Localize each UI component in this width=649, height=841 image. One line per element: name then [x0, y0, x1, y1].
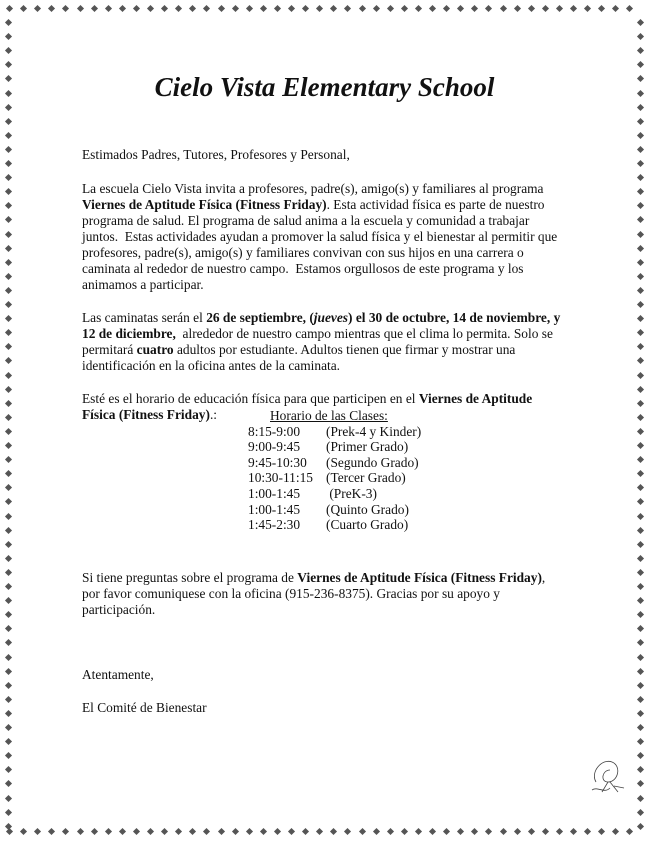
schedule-grade: (Primer Grado) — [326, 439, 409, 455]
page-title: Cielo Vista Elementary School — [154, 72, 495, 102]
diamond-icon — [637, 625, 644, 632]
diamond-icon — [5, 512, 12, 519]
diamond-icon — [119, 828, 126, 835]
diamond-icon — [5, 738, 12, 745]
schedule-grade: (PreK-3) — [326, 485, 377, 501]
diamond-icon — [246, 828, 253, 835]
diamond-icon — [5, 33, 12, 40]
diamond-icon — [189, 5, 196, 12]
text-line — [82, 342, 515, 358]
diamond-icon — [637, 216, 644, 223]
diamond-icon — [373, 5, 380, 12]
diamond-icon — [637, 527, 644, 534]
diamond-icon — [246, 5, 253, 12]
diamond-icon — [637, 682, 644, 689]
diamond-icon — [5, 682, 12, 689]
diamond-icon — [637, 414, 644, 421]
diamond-icon — [637, 752, 644, 759]
diamond-icon — [637, 738, 644, 745]
diamond-icon — [119, 5, 126, 12]
diamond-icon — [5, 287, 12, 294]
schedule-row — [248, 439, 421, 455]
text-run: Viernes de Aptitude Física (Fitness Friday) — [82, 197, 327, 212]
diamond-icon — [5, 611, 12, 618]
diamond-icon — [5, 61, 12, 68]
diamond-icon — [584, 828, 591, 835]
diamond-icon — [387, 5, 394, 12]
schedule-grade: (Segundo Grado) — [326, 454, 419, 470]
schedule-row — [248, 455, 421, 471]
diamond-icon — [637, 146, 644, 153]
diamond-icon — [161, 828, 168, 835]
diamond-icon — [48, 5, 55, 12]
diamond-icon — [34, 828, 41, 835]
diamond-icon — [147, 5, 154, 12]
diamond-icon — [5, 653, 12, 660]
diamond-icon — [429, 5, 436, 12]
diamond-icon — [637, 202, 644, 209]
diamond-icon — [316, 5, 323, 12]
diamond-icon — [5, 555, 12, 562]
diamond-icon — [5, 414, 12, 421]
diamond-icon — [5, 273, 12, 280]
schedule-time: 1:00-1:45 — [248, 485, 301, 501]
diamond-icon — [637, 809, 644, 816]
diamond-icon — [637, 555, 644, 562]
diamond-icon — [637, 259, 644, 266]
diamond-icon — [499, 5, 506, 12]
diamond-icon — [5, 19, 12, 26]
diamond-icon — [302, 5, 309, 12]
text-line — [82, 197, 545, 213]
diamond-icon — [76, 5, 83, 12]
diamond-icon — [637, 118, 644, 125]
diamond-icon — [5, 230, 12, 237]
diamond-icon — [5, 47, 12, 54]
diamond-icon — [203, 5, 210, 12]
text-line — [82, 700, 207, 716]
diamond-icon — [443, 828, 450, 835]
diamond-icon — [637, 329, 644, 336]
diamond-icon — [637, 470, 644, 477]
diamond-icon — [5, 470, 12, 477]
schedule-grade: (Tercer Grado) — [326, 470, 406, 486]
diamond-icon — [217, 828, 224, 835]
text-run: ) el 30 de octubre, 14 de noviembre, y — [348, 310, 561, 325]
diamond-icon — [429, 828, 436, 835]
diamond-icon — [637, 273, 644, 280]
diamond-icon — [344, 5, 351, 12]
diamond-icon — [637, 569, 644, 576]
diamond-icon — [5, 442, 12, 449]
diamond-icon — [637, 245, 644, 252]
diamond-icon — [542, 5, 549, 12]
diamond-icon — [5, 752, 12, 759]
diamond-icon — [637, 668, 644, 675]
text-run: caminata al rededor de nuestro campo. Estamos orgullosos de este programa y los — [82, 261, 524, 276]
text-line — [82, 586, 500, 602]
schedule-time: 1:00-1:45 — [248, 501, 301, 517]
diamond-icon — [457, 5, 464, 12]
diamond-icon — [626, 5, 633, 12]
diamond-icon — [330, 5, 337, 12]
diamond-icon — [637, 174, 644, 181]
schedule-row — [248, 424, 421, 440]
text-line — [82, 326, 553, 342]
diamond-icon — [637, 287, 644, 294]
diamond-icon — [288, 828, 295, 835]
diamond-icon — [637, 301, 644, 308]
diamond-icon — [5, 343, 12, 350]
diamond-icon — [5, 668, 12, 675]
diamond-icon — [316, 828, 323, 835]
diamond-icon — [5, 216, 12, 223]
diamond-icon — [584, 5, 591, 12]
schedule-row — [248, 502, 421, 518]
diamond-icon — [5, 794, 12, 801]
diamond-icon — [260, 828, 267, 835]
diamond-icon — [105, 828, 112, 835]
diamond-icon — [5, 386, 12, 393]
diamond-icon — [5, 710, 12, 717]
diamond-icon — [637, 400, 644, 407]
diamond-icon — [528, 5, 535, 12]
text-line — [82, 407, 217, 423]
schedule-heading: Horario de las Clases: — [270, 408, 388, 423]
text-line — [82, 277, 204, 293]
text-run: El Comité de Bienestar — [82, 700, 207, 715]
diamond-icon — [637, 639, 644, 646]
diamond-icon — [637, 498, 644, 505]
diamond-icon — [203, 828, 210, 835]
diamond-icon — [5, 118, 12, 125]
schedule-time: 10:30-11:15 — [248, 470, 313, 486]
text-line — [82, 261, 524, 277]
diamond-icon — [598, 5, 605, 12]
diamond-icon — [415, 5, 422, 12]
diamond-icon — [189, 828, 196, 835]
diamond-icon — [20, 828, 27, 835]
diamond-icon — [91, 5, 98, 12]
diamond-icon — [5, 400, 12, 407]
diamond-icon — [556, 5, 563, 12]
text-run: , — [541, 570, 546, 585]
schedule-grade: (Cuarto Grado) — [326, 517, 409, 533]
text-run: 12 de diciembre, — [82, 326, 176, 341]
diamond-icon — [637, 724, 644, 731]
diamond-icon — [5, 301, 12, 308]
diamond-icon — [232, 5, 239, 12]
text-line — [82, 181, 544, 197]
text-run: Esté es el horario de educación física para que participen en el — [82, 391, 419, 406]
schedule-row — [248, 470, 421, 486]
diamond-icon — [485, 828, 492, 835]
diamond-icon — [288, 5, 295, 12]
text-line — [82, 245, 524, 261]
diamond-icon — [570, 5, 577, 12]
text-line — [82, 358, 340, 374]
diamond-icon — [637, 47, 644, 54]
diamond-icon — [5, 724, 12, 731]
diamond-icon — [5, 456, 12, 463]
text-run: por favor comuniquese con la oficina (915-236-8375). Gracias por su apoyo y — [82, 586, 500, 601]
diamond-icon — [5, 625, 12, 632]
diamond-icon — [637, 230, 644, 237]
diamond-icon — [5, 104, 12, 111]
diamond-icon — [637, 484, 644, 491]
diamond-icon — [232, 828, 239, 835]
diamond-icon — [637, 583, 644, 590]
diamond-icon — [5, 696, 12, 703]
diamond-icon — [5, 188, 12, 195]
diamond-icon — [637, 315, 644, 322]
diamond-icon — [5, 569, 12, 576]
schedule-row — [248, 486, 421, 502]
text-run: 26 de septiembre, ( — [206, 310, 314, 325]
diamond-icon — [5, 809, 12, 816]
diamond-icon — [570, 828, 577, 835]
diamond-icon — [5, 160, 12, 167]
diamond-icon — [6, 5, 13, 12]
diamond-icon — [5, 329, 12, 336]
text-run: .: — [209, 407, 218, 422]
diamond-icon — [274, 828, 281, 835]
diamond-icon — [217, 5, 224, 12]
text-run: identificación en la oficina antes de la caminata. — [82, 358, 341, 373]
text-run: jueves — [313, 310, 349, 325]
text-run: permitará — [82, 342, 137, 357]
diamond-icon — [330, 828, 337, 835]
diamond-icon — [637, 357, 644, 364]
schedule-time: 9:45-10:30 — [248, 454, 307, 470]
diamond-icon — [471, 5, 478, 12]
diamond-icon — [637, 696, 644, 703]
diamond-icon — [62, 828, 69, 835]
diamond-icon — [637, 386, 644, 393]
diamond-icon — [5, 245, 12, 252]
diamond-icon — [612, 5, 619, 12]
text-run: animamos a participar. — [82, 277, 204, 292]
schedule-grade: (Quinto Grado) — [326, 501, 409, 517]
diamond-icon — [528, 828, 535, 835]
diamond-icon — [274, 5, 281, 12]
diamond-icon — [133, 828, 140, 835]
diamond-icon — [344, 828, 351, 835]
diamond-icon — [387, 828, 394, 835]
diamond-icon — [5, 146, 12, 153]
diamond-icon — [514, 5, 521, 12]
diamond-icon — [5, 259, 12, 266]
diamond-icon — [637, 541, 644, 548]
diamond-icon — [637, 33, 644, 40]
diamond-icon — [637, 512, 644, 519]
text-run: La escuela Cielo Vista invita a profesores, padre(s), amigo(s) y familiares al programa — [82, 181, 544, 196]
diamond-icon — [175, 5, 182, 12]
text-run: profesores, padre(s), amigo(s) y familiares convivan con sus hijos en una carrera o — [82, 245, 524, 260]
text-line — [82, 229, 557, 245]
diamond-icon — [5, 498, 12, 505]
diamond-icon — [34, 5, 41, 12]
diamond-icon — [598, 828, 605, 835]
diamond-icon — [161, 5, 168, 12]
diamond-icon — [471, 828, 478, 835]
diamond-icon — [5, 428, 12, 435]
diamond-icon — [637, 597, 644, 604]
diamond-icon — [5, 202, 12, 209]
diamond-icon — [302, 828, 309, 835]
schedule-grade: (Prek-4 y Kinder) — [326, 423, 422, 439]
diamond-icon — [147, 828, 154, 835]
diamond-icon — [637, 132, 644, 139]
diamond-icon — [91, 828, 98, 835]
diamond-icon — [637, 766, 644, 773]
diamond-icon — [637, 794, 644, 801]
diamond-icon — [401, 5, 408, 12]
text-line — [82, 667, 154, 683]
text-run: participación. — [82, 602, 156, 617]
diamond-icon — [175, 828, 182, 835]
diamond-icon — [5, 315, 12, 322]
diamond-icon — [637, 428, 644, 435]
class-schedule — [248, 408, 421, 533]
diamond-icon — [637, 343, 644, 350]
diamond-icon — [637, 456, 644, 463]
diamond-icon — [5, 766, 12, 773]
diamond-icon — [5, 583, 12, 590]
diamond-icon — [556, 828, 563, 835]
diamond-icon — [5, 780, 12, 787]
text-run: Si tiene preguntas sobre el programa de — [82, 570, 298, 585]
diamond-icon — [637, 104, 644, 111]
text-run: adultos por estudiante. Adultos tienen que firmar y mostrar una — [173, 342, 516, 357]
diamond-icon — [62, 5, 69, 12]
diamond-icon — [637, 780, 644, 787]
diamond-icon — [612, 828, 619, 835]
diamond-icon — [637, 61, 644, 68]
diamond-icon — [20, 5, 27, 12]
diamond-icon — [5, 357, 12, 364]
diamond-icon — [401, 828, 408, 835]
diamond-icon — [637, 611, 644, 618]
diamond-icon — [5, 484, 12, 491]
diamond-icon — [514, 828, 521, 835]
text-line — [82, 310, 560, 326]
text-run: Física (Fitness Friday) — [82, 407, 210, 422]
diamond-icon — [637, 710, 644, 717]
schedule-time: 9:00-9:45 — [248, 439, 301, 455]
schedule-time: 1:45-2:30 — [248, 517, 301, 533]
text-line — [82, 570, 545, 586]
diamond-icon — [485, 5, 492, 12]
diamond-icon — [637, 19, 644, 26]
text-run: cuatro — [136, 342, 174, 357]
diamond-icon — [637, 653, 644, 660]
diamond-icon — [260, 5, 267, 12]
schedule-row — [248, 517, 421, 533]
diamond-icon — [637, 823, 644, 830]
diamond-icon — [358, 828, 365, 835]
text-line — [82, 602, 155, 618]
diamond-icon — [48, 828, 55, 835]
diamond-icon — [5, 639, 12, 646]
signature-doodle-icon — [588, 752, 628, 796]
text-run: Viernes de Aptitude Física (Fitness Friday) — [297, 570, 542, 585]
text-run: alrededor de nuestro campo mientras que el clima lo permita. Solo se — [175, 326, 553, 341]
diamond-icon — [443, 5, 450, 12]
diamond-icon — [542, 828, 549, 835]
text-run: Las caminatas serán el — [82, 310, 207, 325]
diamond-icon — [637, 160, 644, 167]
text-run: Viernes de Aptitude — [418, 391, 533, 406]
diamond-icon — [637, 188, 644, 195]
diamond-icon — [358, 5, 365, 12]
diamond-icon — [5, 174, 12, 181]
diamond-icon — [105, 5, 112, 12]
diamond-icon — [637, 371, 644, 378]
text-line — [82, 391, 532, 407]
text-run: Estimados Padres, Tutores, Profesores y Personal, — [82, 147, 350, 162]
diamond-icon — [133, 5, 140, 12]
diamond-icon — [5, 527, 12, 534]
diamond-icon — [457, 828, 464, 835]
diamond-icon — [5, 597, 12, 604]
diamond-icon — [5, 371, 12, 378]
diamond-icon — [415, 828, 422, 835]
diamond-icon — [373, 828, 380, 835]
schedule-time: 8:15-9:00 — [248, 423, 301, 439]
diamond-icon — [499, 828, 506, 835]
text-line — [82, 147, 350, 163]
diamond-icon — [5, 541, 12, 548]
text-run: juntos. Estas actividades ayudan a promover la salud física y el bienestar al permitir que — [82, 229, 558, 244]
diamond-icon — [637, 442, 644, 449]
diamond-icon — [76, 828, 83, 835]
text-run: Atentamente, — [82, 667, 154, 682]
diamond-icon — [5, 132, 12, 139]
text-line — [82, 213, 529, 229]
text-run: programa de salud. El programa de salud anima a la escuela y comunidad a trabajar — [82, 213, 530, 228]
diamond-icon — [626, 828, 633, 835]
text-run: . Esta actividad física es parte de nuestro — [326, 197, 545, 212]
